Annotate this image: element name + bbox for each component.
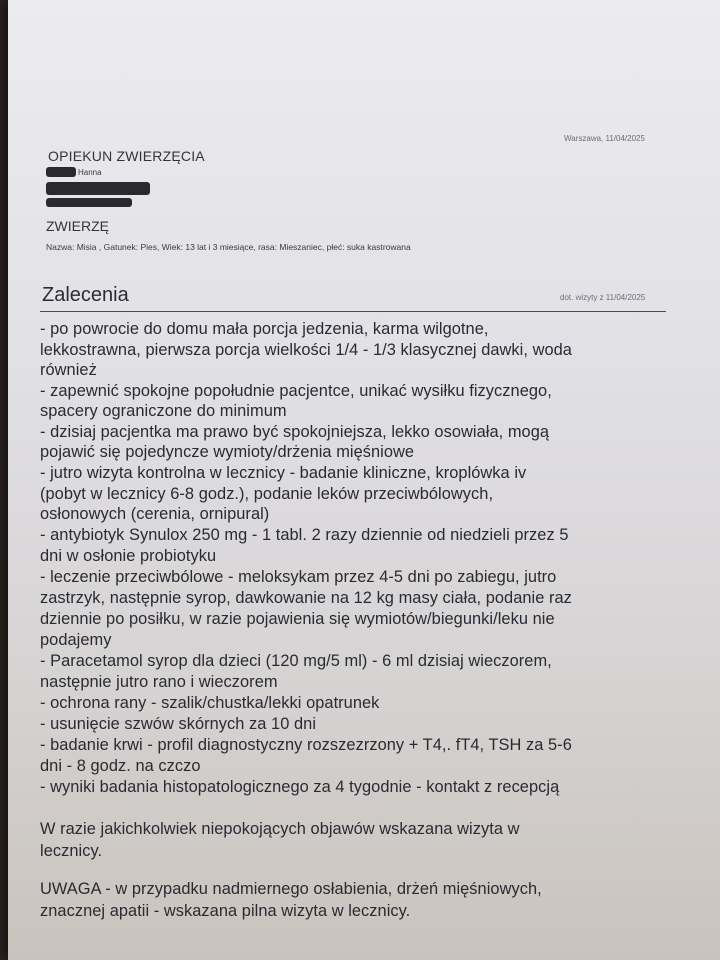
text-line: dni - 8 godz. na czczo: [40, 757, 201, 775]
text-line: - Paracetamol syrop dla dzieci (120 mg/5 ml) - 6 ml dzisiaj wieczorem,: [40, 652, 552, 670]
document-page: [8, 0, 720, 960]
text-line: spacery ograniczone do minimum: [40, 402, 287, 420]
text-line: UWAGA - w przypadku nadmiernego osłabienia, drżeń mięśniowych,: [40, 880, 542, 898]
owner-name: Hanna: [78, 168, 102, 177]
text-line: również: [40, 361, 97, 379]
section-divider: [40, 311, 666, 312]
section-title: Zalecenia: [42, 284, 129, 306]
text-line: - badanie krwi - profil diagnostyczny rozszezrzony + T4,. fT4, TSH za 5-6: [40, 736, 572, 754]
text-line: - leczenie przeciwbólowe - meloksykam przez 4-5 dni po zabiegu, jutro: [40, 568, 557, 586]
text-line: W razie jakichkolwiek niepokojących objawów wskazana wizyta w: [40, 820, 520, 838]
animal-info: Nazwa: Misia , Gatunek: Pies, Wiek: 13 lat i 3 miesiące, rasa: Mieszaniec, płeć: suka kastrowana: [46, 242, 411, 252]
text-line: lekkostrawna, pierwsza porcja wielkości 1/4 - 1/3 klasycznej dawki, woda: [40, 341, 572, 359]
text-line: - antybiotyk Synulox 250 mg - 1 tabl. 2 razy dziennie od niedzieli przez 5: [40, 526, 569, 544]
text-line: następnie jutro rano i wieczorem: [40, 673, 278, 691]
text-line: - wyniki badania histopatologicznego za 4 tygodnie - kontakt z recepcją: [40, 778, 560, 796]
redaction-bar: [46, 167, 76, 177]
text-line: - usunięcie szwów skórnych za 10 dni: [40, 715, 317, 733]
text-line: znacznej apatii - wskazana pilna wizyta w lecznicy.: [40, 902, 411, 920]
text-line: - jutro wizyta kontrolna w lecznicy - badanie kliniczne, kroplówka iv: [40, 464, 527, 482]
redaction-bar: [46, 182, 150, 195]
text-line: pojawić się pojedyncze wymioty/drżenia mięśniowe: [40, 443, 415, 461]
text-line: - po powrocie do domu mała porcja jedzenia, karma wilgotne,: [40, 320, 489, 338]
text-line: - dzisiaj pacjentka ma prawo być spokojniejsza, lekko osowiała, mogą: [40, 423, 550, 441]
text-line: lecznicy.: [40, 842, 103, 860]
document-date: Warszawa, 11/04/2025: [564, 134, 645, 143]
visit-date: dot. wizyty z 11/04/2025: [560, 293, 646, 302]
text-line: - ochrona rany - szalik/chustka/lekki opatrunek: [40, 694, 380, 712]
text-line: dziennie po posiłku, w razie pojawienia się wymiotów/biegunki/leku nie: [40, 610, 555, 628]
text-line: osłonowych (cerenia, ornipural): [40, 505, 270, 523]
redaction-bar: [46, 198, 132, 207]
animal-heading: ZWIERZĘ: [46, 218, 109, 234]
text-line: podajemy: [40, 631, 112, 649]
text-line: - zapewnić spokojne popołudnie pacjentce, unikać wysiłku fizycznego,: [40, 382, 552, 400]
text-line: (pobyt w lecznicy 6-8 godz.), podanie leków przeciwbólowych,: [40, 485, 494, 503]
owner-heading: OPIEKUN ZWIERZĘCIA: [48, 148, 205, 164]
text-line: zastrzyk, następnie syrop, dawkowanie na 12 kg masy ciała, podanie raz: [40, 589, 572, 607]
text-line: dni w osłonie probiotyku: [40, 547, 217, 565]
